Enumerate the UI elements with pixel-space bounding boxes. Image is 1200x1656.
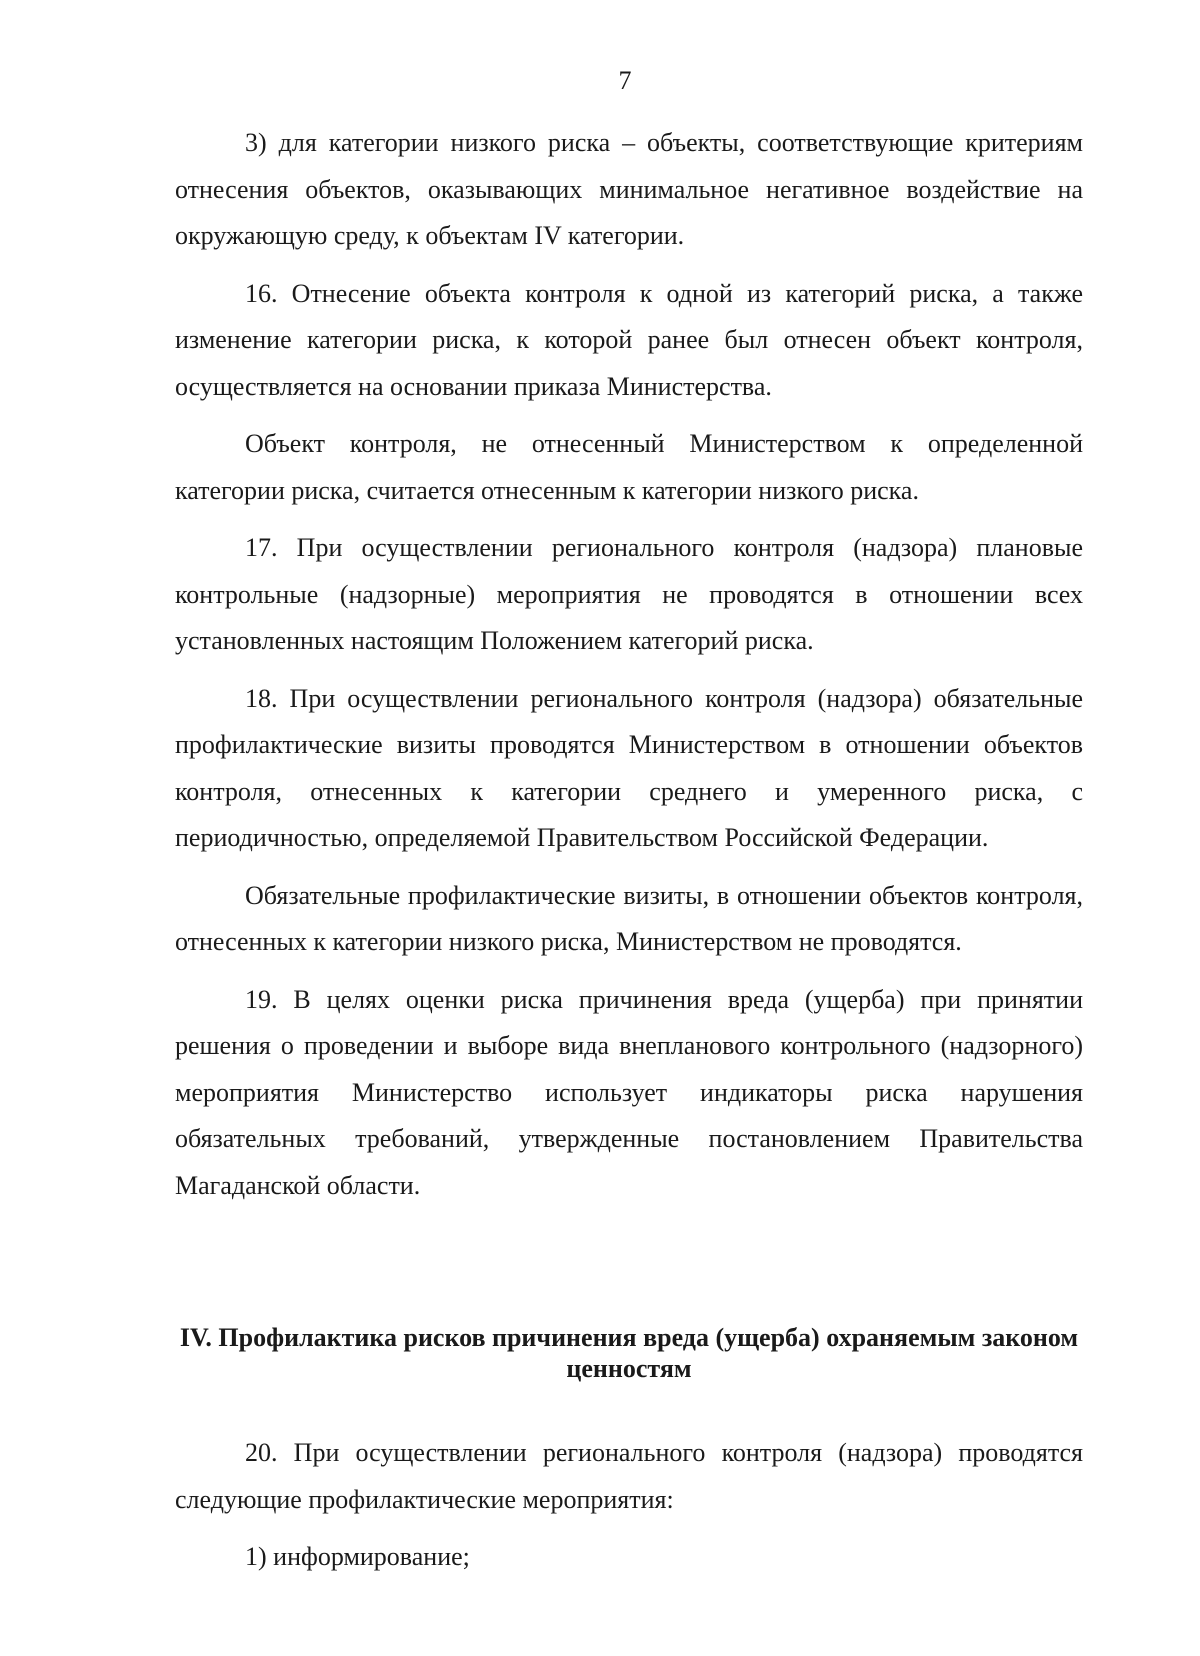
paragraph-20: 20. При осуществлении регионального контроля (надзора) проводятся следующие профилактические мероприятия: xyxy=(175,1438,1083,1514)
paragraph-20-item-1: 1) информирование; xyxy=(245,1542,470,1571)
page-number: 7 xyxy=(618,66,632,95)
section-heading: IV. Профилактика рисков причинения вреда (ущерба) охраняемым законом ценностям xyxy=(179,1323,1079,1383)
section-body-text xyxy=(175,1430,1083,1592)
paragraph-16-continued: Объект контроля, не отнесенный Министерством к определенной категории риска, считается отнесенным к категории низкого риска. xyxy=(175,429,1083,505)
paragraph-18: 18. При осуществлении регионального контроля (надзора) обязательные профилактические визиты проводятся Министерством в отношении объектов контроля, отнесенных к категории среднего и умеренного риска, с периодичностью, определяемой Правительством Российской Федерации. xyxy=(175,683,1083,852)
paragraph-18-continued: Обязательные профилактические визиты, в отношении объектов контроля, отнесенных к категории низкого риска, Министерством не проводятся. xyxy=(175,880,1083,956)
paragraph-19: 19. В целях оценки риска причинения вреда (ущерба) при принятии решения о проведении и выборе вида внепланового контрольного (надзорного) мероприятия Министерство использует индикаторы риска нарушения обязательных требований, утвержденные постановлением Правительства Магаданской области. xyxy=(175,984,1083,1200)
paragraph-16: 16. Отнесение объекта контроля к одной из категорий риска, а также изменение категории риска, к которой ранее был отнесен объект контроля, осуществляется на основании приказа Министерства. xyxy=(175,278,1083,401)
paragraph-17: 17. При осуществлении регионального контроля (надзора) плановые контрольные (надзорные) мероприятия не проводятся в отношении всех установленных настоящим Положением категорий риска. xyxy=(175,533,1083,655)
paragraph-item-3-low-risk: 3) для категории низкого риска – объекты, соответствующие критериям отнесения объектов, оказывающих минимальное негативное воздействие на окружающую среду, к объектам IV категории. xyxy=(175,128,1083,250)
body-text xyxy=(175,120,1083,1220)
